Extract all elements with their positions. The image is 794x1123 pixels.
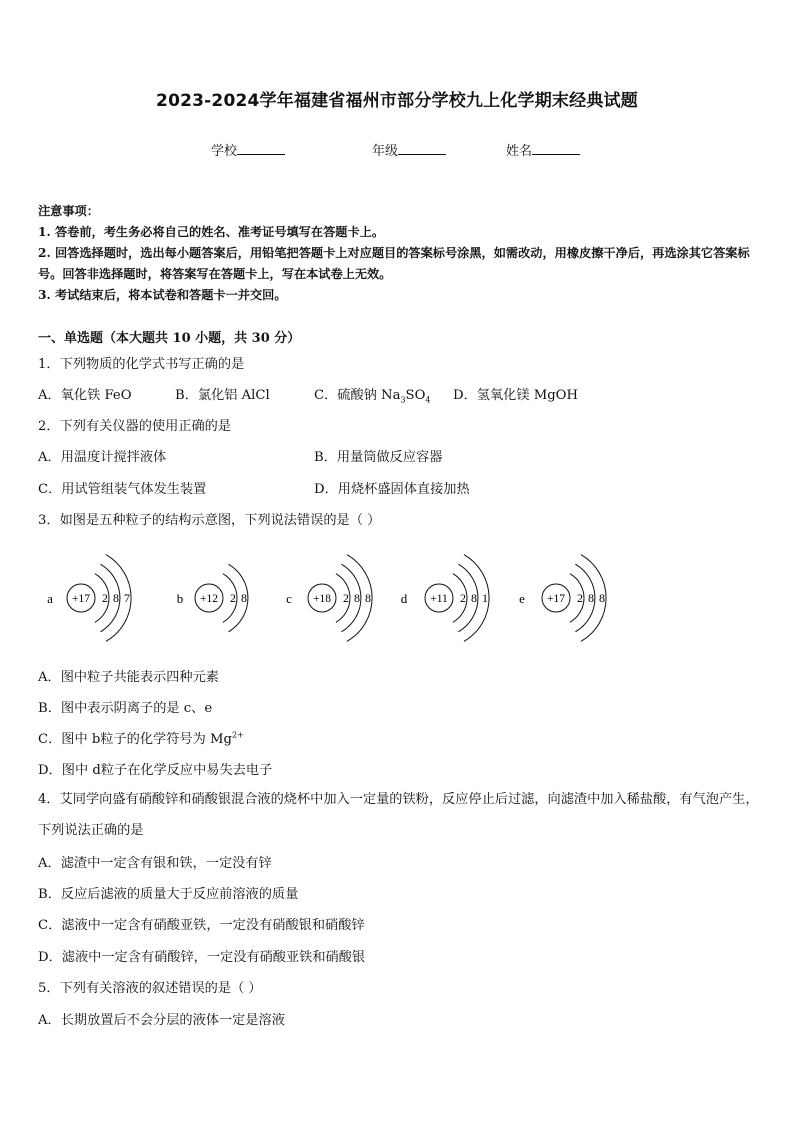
q1-option-c-sub2: 4 — [425, 395, 431, 405]
shell-electron-count: 8 — [471, 591, 477, 605]
shell-electron-count: 2 — [230, 591, 236, 605]
particle-c — [286, 555, 372, 642]
q1-option-a: A．氧化铁 FeO — [38, 388, 132, 403]
particle-e — [519, 555, 606, 642]
nucleus-charge: +17 — [72, 593, 90, 605]
particle-label: d — [400, 591, 408, 606]
particle-d — [401, 555, 489, 642]
q1-option-c-text: C．硫酸钠 Na — [314, 388, 401, 403]
shell-electron-count: 8 — [354, 591, 360, 605]
nucleus-charge: +11 — [430, 593, 448, 605]
q2-option-a: A．用温度计搅拌液体 — [38, 450, 167, 465]
q2-option-b: B．用量筒做反应容器 — [314, 450, 443, 465]
school-label: 学校 — [211, 144, 238, 159]
q3-option-a: A．图中粒子共能表示四种元素 — [38, 670, 219, 685]
q2-option-c: C．用试管组装气体发生装置 — [38, 482, 207, 497]
particle-label: e — [519, 591, 525, 606]
shell-electron-count: 2 — [102, 591, 108, 605]
atomic-structure-diagram — [0, 545, 794, 650]
q1-stem: 1．下列物质的化学式书写正确的是 — [38, 357, 245, 372]
shell-electron-count: 8 — [365, 591, 371, 605]
school-blank — [237, 142, 285, 155]
name-field — [506, 140, 580, 159]
particle-label: b — [176, 591, 184, 606]
q4-option-d: D．滤液中一定含有硝酸锌，一定没有硝酸亚铁和硝酸银 — [38, 950, 366, 965]
particle-label: c — [286, 591, 292, 606]
shell-electron-count: 2 — [343, 591, 349, 605]
school-field — [211, 140, 285, 159]
q3-option-b: B．图中表示阴离子的是 c、e — [38, 701, 213, 716]
name-blank — [532, 142, 580, 155]
shell-electron-count: 8 — [588, 591, 594, 605]
q3-option-c — [38, 728, 244, 747]
notice-item-3: 3. 考试结束后，将本试卷和答题卡一并交回。 — [38, 288, 287, 302]
nucleus-charge: +12 — [200, 593, 218, 605]
shell-electron-count: 8 — [113, 591, 119, 605]
q1-option-c-sub1: 3 — [400, 395, 406, 405]
shell-electron-count: 8 — [599, 591, 605, 605]
q4-option-b: B．反应后滤液的质量大于反应前溶液的质量 — [38, 887, 299, 902]
notice-item-1: 1. 答卷前，考生务必将自己的姓名、准考证号填写在答题卡上。 — [38, 225, 385, 239]
q4-option-c: C．滤液中一定含有硝酸亚铁，一定没有硝酸银和硝酸锌 — [38, 918, 365, 933]
name-label: 姓名 — [506, 144, 533, 159]
q5-stem: 5．下列有关溶液的叙述错误的是（ ） — [38, 981, 262, 996]
shell-electron-count: 2 — [460, 591, 466, 605]
grade-field — [372, 140, 446, 159]
q2-option-d: D．用烧杯盛固体直接加热 — [314, 482, 470, 497]
nucleus-charge: +18 — [313, 593, 331, 605]
q1-option-c — [314, 384, 430, 405]
particle-a — [47, 555, 131, 642]
notice-heading: 注意事项： — [38, 204, 99, 218]
q3-option-c-text: C．图中 b粒子的化学符号为 Mg — [38, 732, 232, 747]
q3-option-c-sup: 2+ — [231, 730, 244, 740]
shell-electron-count: 7 — [124, 591, 130, 605]
q4-option-a: A．滤渣中一定含有银和铁，一定没有锌 — [38, 856, 272, 871]
grade-blank — [398, 142, 446, 155]
q1-option-c-mid: SO — [405, 388, 426, 403]
nucleus-charge: +17 — [547, 593, 565, 605]
q1-option-b: B．氯化铝 AlCl — [175, 388, 270, 403]
q3-option-d: D．图中 d粒子在化学反应中易失去电子 — [38, 763, 273, 778]
q5-option-a: A．长期放置后不会分层的液体一定是溶液 — [38, 1013, 285, 1028]
shell-electron-count: 2 — [577, 591, 583, 605]
particle-b — [177, 564, 248, 632]
grade-label: 年级 — [372, 144, 399, 159]
q2-stem: 2．下列有关仪器的使用正确的是 — [38, 419, 232, 434]
shell-electron-count: 8 — [241, 591, 247, 605]
notice-block — [38, 201, 758, 306]
notice-item-2: 2. 回答选择题时，选出每小题答案后，用铅笔把答题卡上对应题目的答案标号涂黑，如需改动，用橡皮擦干净后，再选涂其它答案标号。回答非选择题时，将答案写在答题卡上，写在本试卷上无效。 — [38, 246, 750, 281]
particle-label: a — [47, 591, 53, 606]
q3-stem: 3．如图是五种粒子的结构示意图，下列说法错误的是（ ） — [38, 513, 381, 528]
q1-option-d: D．氢氧化镁 MgOH — [453, 388, 578, 403]
q4-stem: 4．艾同学向盛有硝酸锌和硝酸银混合液的烧杯中加入一定量的铁粉，反应停止后过滤，向滤渣中加入稀盐酸，有气泡产生，下列说法正确的是 — [38, 792, 759, 838]
exam-title: 2023-2024学年福建省福州市部分学校九上化学期末经典试题 — [156, 91, 638, 111]
section-title: 一、单选题（本大题共 10 小题，共 30 分） — [38, 331, 301, 346]
shell-electron-count: 1 — [482, 591, 488, 605]
